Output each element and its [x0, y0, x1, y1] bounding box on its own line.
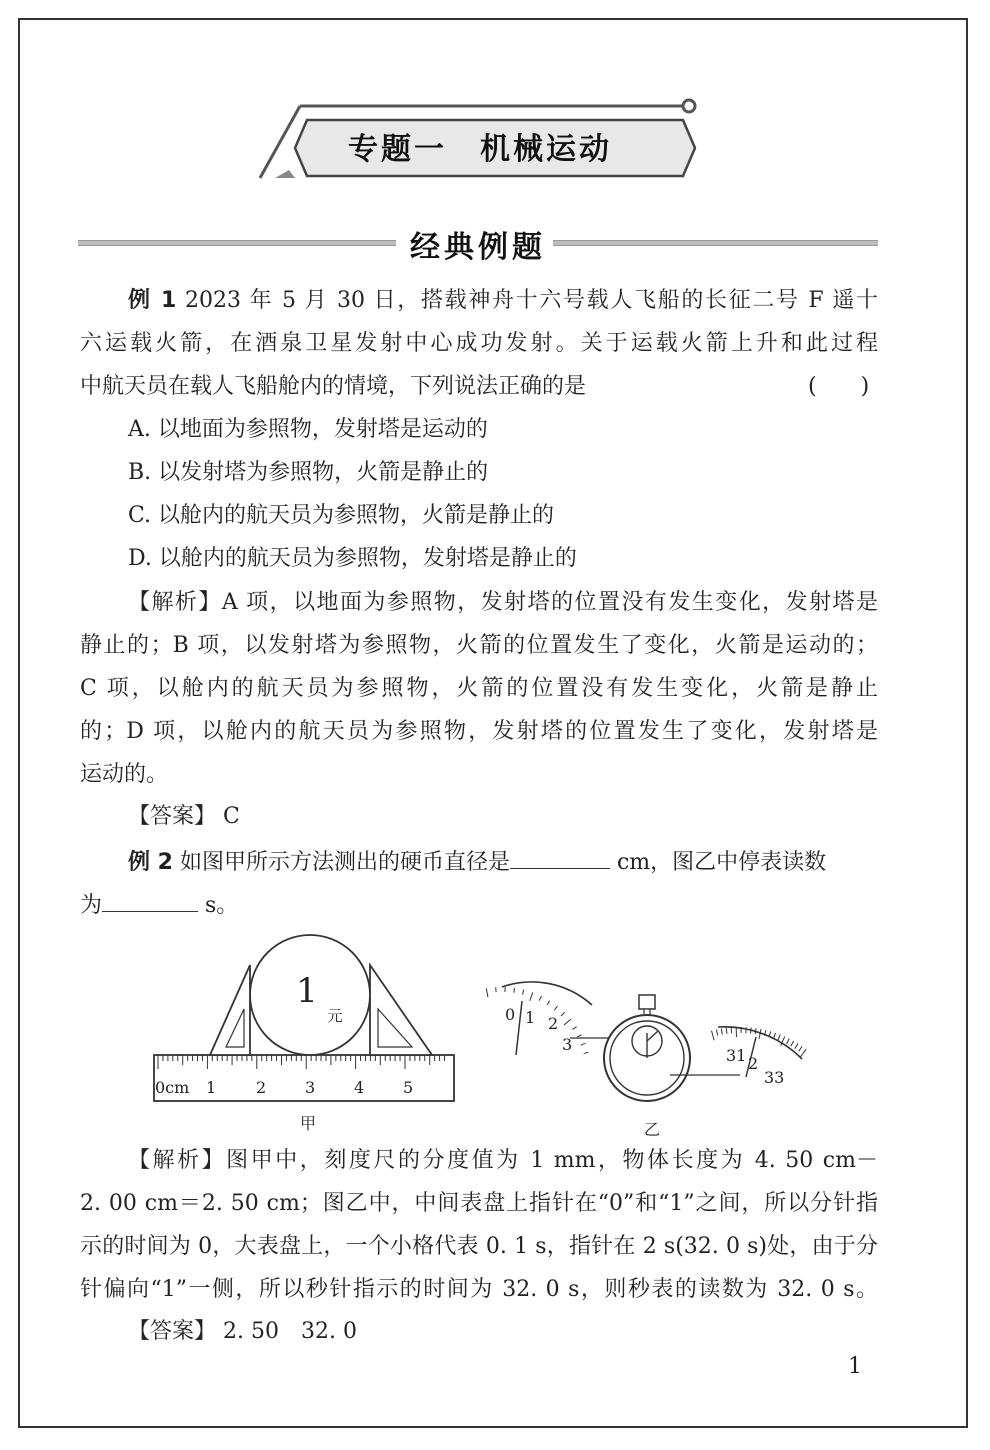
ex2-stem-d: s。: [205, 893, 239, 918]
ex1-analysis-line2: 静止的；B 项，以发射塔为参照物，火箭的位置发生了变化，火箭是运动的；: [80, 633, 878, 658]
ex2-analysis-label: 【解析】: [128, 1148, 227, 1173]
ruler-label-3: 3: [305, 1078, 316, 1097]
tick-mark: [523, 990, 524, 995]
dial-left-label-1: 1: [525, 1008, 536, 1027]
ex1-analysis-line3: C 项，以舱内的航天员为参照物，火箭的位置没有发生变化，火箭是静止: [80, 676, 878, 701]
ex2-analysis-line3: 示的时间为 0，大表盘上，一个小格代表 0. 1 s，指针在 2 s(32. 0 s)处，由于分: [80, 1234, 878, 1259]
tick-mark: [759, 1029, 761, 1039]
tick-mark: [787, 1039, 790, 1044]
ex2-stem-b: cm，图乙中停表读数: [616, 850, 827, 875]
page-number: 1: [848, 1354, 862, 1379]
ex1-label: 例 1: [128, 288, 177, 313]
tick-mark: [755, 1028, 756, 1034]
dial-left-label-2: 2: [548, 1014, 559, 1033]
tick-mark: [799, 1046, 802, 1051]
dial-left-label-3: 3: [562, 1035, 573, 1054]
stopwatch-crown: [639, 995, 655, 1009]
ex1-answer: [128, 802, 240, 832]
ex1-stem-line3: 中航天员在载人飞船舱内的情境，下列说法正确的是: [80, 374, 587, 399]
tick-mark: [564, 1019, 571, 1025]
ruler-label-5: 5: [403, 1078, 414, 1097]
tick-mark: [577, 1035, 581, 1037]
ex2-stem-line1: [128, 846, 826, 878]
tick-mark: [539, 996, 541, 1000]
tick-mark: [514, 988, 515, 993]
ruler-label-1: 1: [206, 1078, 217, 1097]
figure-b-stopwatch: [486, 982, 806, 1139]
tick-mark: [584, 1052, 589, 1053]
tick-mark: [791, 1041, 794, 1046]
left-dial-needle: [516, 1001, 522, 1055]
tick-mark: [554, 1006, 557, 1010]
ex2-stem-a: 如图甲所示方法测出的硬币直径是: [179, 850, 510, 875]
ex2-stem-line2: [80, 889, 238, 921]
tick-mark: [486, 988, 488, 997]
coin-value: 1: [296, 971, 318, 1011]
ex2-analysis-text: 图甲中，刻度尺的分度值为 1 mm，物体长度为 4. 50 cm－: [226, 1148, 878, 1173]
ex1-stem-line1: [128, 286, 878, 316]
option-c: C. 以舱内的航天员为参照物，火箭是静止的: [128, 503, 555, 528]
ex2-stem-c: 为: [80, 893, 103, 918]
tick-mark: [751, 1028, 752, 1034]
ex2-answer-value: 2. 50 32. 0: [223, 1319, 357, 1344]
tick-mark: [774, 1033, 776, 1039]
answer-paren: ( ): [808, 374, 870, 399]
caption-b: 乙: [644, 1120, 661, 1139]
ex1-analysis-line1: [128, 588, 878, 618]
dial-left-label-0: 0: [505, 1005, 516, 1024]
ex2-analysis-line4: 针偏向“1”一侧，所以秒针指示的时间为 32. 0 s，则秒表的读数为 32. 0 s。: [80, 1277, 878, 1302]
tick-mark: [561, 1012, 564, 1016]
ex1-stem-text: 2023 年 5 月 30 日，搭载神舟十六号载人飞船的长征二号 F 遥十: [184, 288, 878, 313]
answer-blank-diameter[interactable]: [510, 846, 610, 869]
ex1-analysis-text: A 项，以地面为参照物，发射塔的位置没有发生变化，发射塔是: [221, 590, 878, 615]
ex1-stem-line2: 六运载火箭，在酒泉卫星发射中心成功发射。关于运载火箭上升和此过程: [80, 331, 878, 356]
ruler-label-4: 4: [354, 1078, 365, 1097]
tick-mark: [581, 1043, 586, 1045]
ex1-answer-value: C: [223, 804, 240, 829]
tick-mark: [721, 1029, 722, 1035]
option-b: B. 以发射塔为参照物，火箭是静止的: [128, 460, 489, 485]
tick-mark: [712, 1031, 715, 1041]
example2-figure: [150, 925, 830, 1140]
ex2-analysis-line1: [128, 1146, 878, 1176]
ruler-label-0: 0cm: [155, 1078, 190, 1097]
dial-right-label-0: 31: [726, 1046, 747, 1065]
option-d: D. 以舱内的航天员为参照物，发射塔是静止的: [128, 546, 577, 571]
dial-right-label-2: 33: [764, 1068, 785, 1087]
option-a: A. 以地面为参照物，发射塔是运动的: [128, 417, 488, 442]
tick-mark: [572, 1027, 576, 1030]
tick-mark: [778, 1035, 780, 1041]
ex2-analysis-line2: 2. 00 cm＝2. 50 cm；图乙中，中间表盘上指针在“0”和“1”之间，所以分针指: [80, 1191, 878, 1216]
ex2-answer: [128, 1317, 357, 1347]
ex1-analysis-line5: 运动的。: [80, 762, 169, 787]
ex1-analysis-line4: 的；D 项，以舱内的航天员为参照物，发射塔的位置发生了变化，发射塔是: [80, 719, 878, 744]
ruler-label-2: 2: [256, 1078, 267, 1097]
tick-mark: [800, 1049, 806, 1057]
answer-label: 【答案】: [128, 804, 217, 829]
analysis-label: 【解析】: [128, 590, 222, 615]
figure-a-coin-ruler: [154, 935, 454, 1133]
tick-mark: [716, 1030, 717, 1036]
tick-mark: [795, 1044, 798, 1049]
answer-blank-stopwatch[interactable]: [102, 889, 198, 912]
coin-unit: 元: [327, 1007, 343, 1025]
tick-mark: [547, 1001, 550, 1005]
caption-a: 甲: [300, 1114, 317, 1133]
tick-mark: [530, 992, 533, 1000]
topic-title: 专题一 机械运动: [348, 132, 612, 167]
dial-right-label-1: 2: [748, 1054, 759, 1073]
ex2-answer-label: 【答案】: [128, 1319, 217, 1344]
ex2-label: 例 2: [128, 850, 173, 875]
tick-mark: [726, 1028, 727, 1034]
section-title: 经典例题: [410, 230, 546, 265]
section-header: [78, 222, 878, 266]
